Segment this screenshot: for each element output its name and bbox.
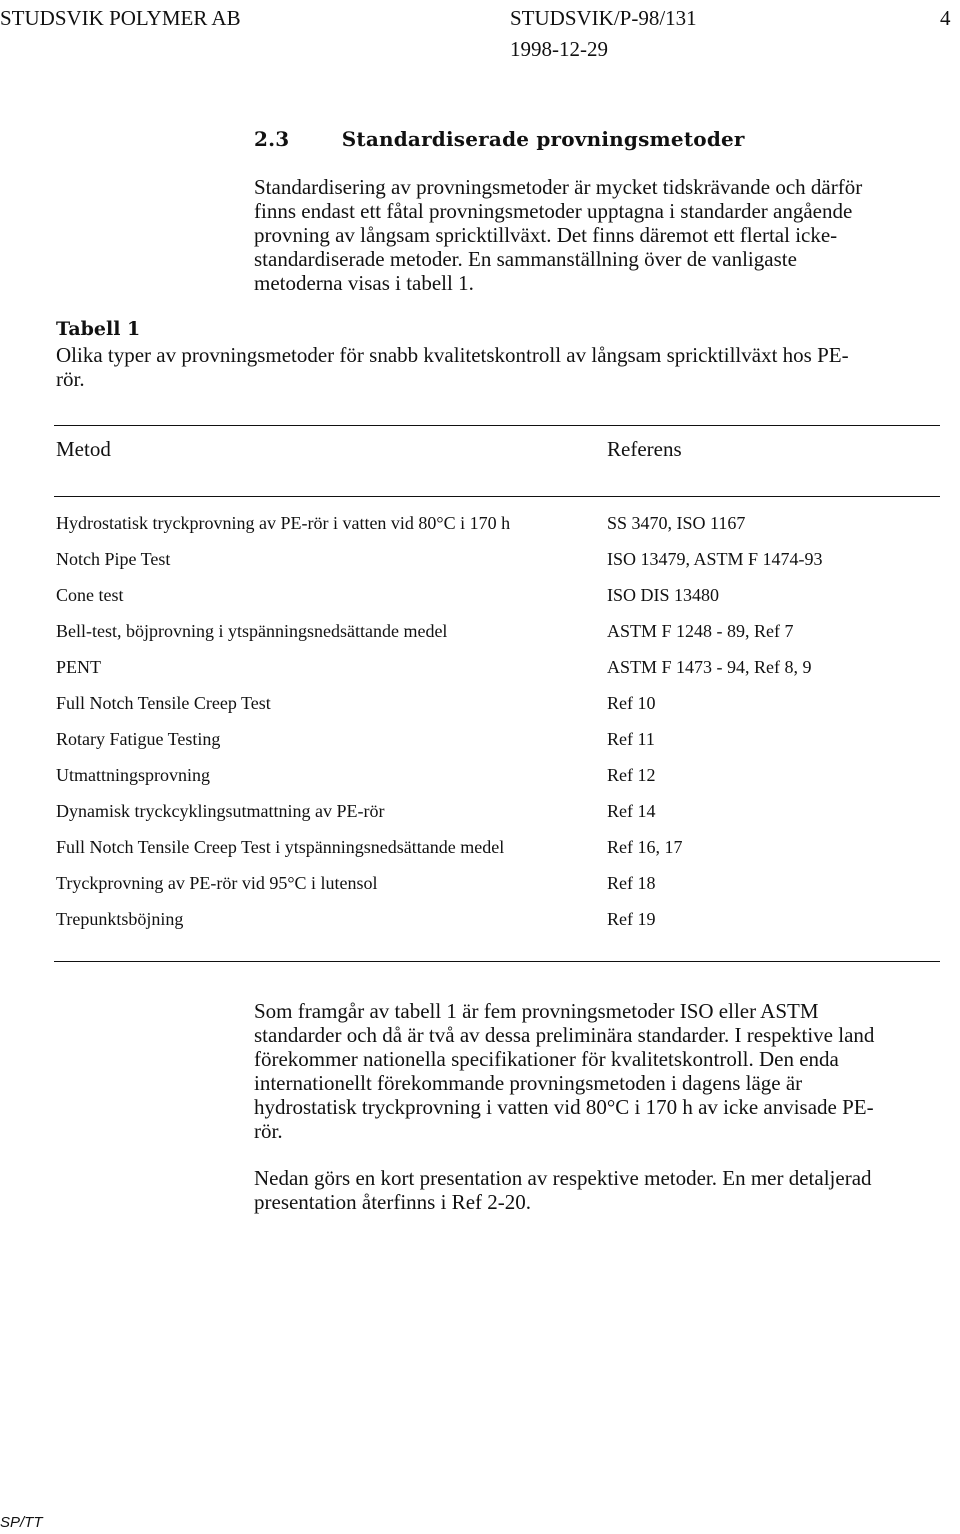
paragraph-line: finns endast ett fåtal provningsmetoder upptagna i standarder angående bbox=[254, 199, 853, 223]
table-row bbox=[0, 585, 960, 609]
table-label: Tabell 1 bbox=[56, 318, 141, 340]
method-cell: Full Notch Tensile Creep Test bbox=[56, 693, 271, 713]
document-id: STUDSVIK/P-98/131 bbox=[510, 6, 697, 30]
paragraph-line: internationellt förekommande provningsmetoden i dagens läge är bbox=[254, 1071, 803, 1095]
company-name: STUDSVIK POLYMER AB bbox=[0, 6, 241, 30]
caption-line: rör. bbox=[56, 367, 85, 391]
caption-line: Olika typer av provningsmetoder för snabb kvalitetskontroll av långsam spricktillväxt hos PE- bbox=[56, 343, 849, 367]
reference-cell: ASTM F 1473 - 94, Ref 8, 9 bbox=[607, 657, 812, 677]
method-cell: Notch Pipe Test bbox=[56, 549, 171, 569]
method-cell: Hydrostatisk tryckprovning av PE-rör i vatten vid 80°C i 170 h bbox=[56, 513, 511, 533]
table-top-rule bbox=[54, 425, 940, 426]
table-header-rule bbox=[54, 496, 940, 497]
paragraph-line: standarder och då är två av dessa preliminära standarder. I respektive land bbox=[254, 1023, 875, 1047]
table-bottom-rule bbox=[54, 961, 940, 962]
paragraph-line: metoderna visas i tabell 1. bbox=[254, 271, 474, 295]
intro-paragraph bbox=[254, 175, 862, 295]
paragraph-line: Standardisering av provningsmetoder är mycket tidskrävande och därför bbox=[254, 175, 863, 199]
table-row bbox=[0, 801, 960, 825]
table-row bbox=[0, 657, 960, 681]
page-number: 4 bbox=[940, 6, 951, 30]
reference-cell: Ref 18 bbox=[607, 873, 656, 893]
section-heading bbox=[254, 127, 745, 151]
table-row bbox=[0, 729, 960, 753]
table-row bbox=[0, 621, 960, 645]
column-header-reference: Referens bbox=[607, 437, 682, 461]
reference-cell: ISO 13479, ASTM F 1474-93 bbox=[607, 549, 823, 569]
reference-cell: ISO DIS 13480 bbox=[607, 585, 720, 605]
reference-cell: SS 3470, ISO 1167 bbox=[607, 513, 746, 533]
reference-cell: Ref 11 bbox=[607, 729, 655, 749]
footer-initials: SP/TT bbox=[0, 1514, 43, 1531]
method-cell: Full Notch Tensile Creep Test i ytspänningsnedsättande medel bbox=[56, 837, 505, 857]
method-cell: Trepunktsböjning bbox=[56, 909, 184, 929]
method-cell: Tryckprovning av PE-rör vid 95°C i lutensol bbox=[56, 873, 378, 893]
overview-paragraph bbox=[254, 1166, 872, 1214]
reference-cell: Ref 14 bbox=[607, 801, 656, 821]
table-row bbox=[0, 549, 960, 573]
method-cell: PENT bbox=[56, 657, 101, 677]
method-cell: Bell-test, böjprovning i ytspänningsnedsättande medel bbox=[56, 621, 448, 641]
table-row bbox=[0, 909, 960, 933]
reference-cell: Ref 12 bbox=[607, 765, 656, 785]
table-row bbox=[0, 873, 960, 897]
method-cell: Utmattningsprovning bbox=[56, 765, 210, 785]
paragraph-line: provning av långsam spricktillväxt. Det finns däremot ett flertal icke- bbox=[254, 223, 838, 247]
paragraph-line: standardiserade metoder. En sammanställning över de vanligaste bbox=[254, 247, 797, 271]
table-row bbox=[0, 837, 960, 861]
table-row bbox=[0, 693, 960, 717]
method-cell: Dynamisk tryckcyklingsutmattning av PE-rör bbox=[56, 801, 385, 821]
column-header-method: Metod bbox=[56, 437, 111, 461]
reference-cell: Ref 10 bbox=[607, 693, 656, 713]
table-row bbox=[0, 513, 960, 537]
paragraph-line: Nedan görs en kort presentation av respektive metoder. En mer detaljerad bbox=[254, 1166, 872, 1190]
reference-cell: ASTM F 1248 - 89, Ref 7 bbox=[607, 621, 794, 641]
table-caption bbox=[56, 343, 849, 391]
section-number: 2.3 bbox=[254, 127, 290, 151]
reference-cell: Ref 16, 17 bbox=[607, 837, 683, 857]
method-cell: Rotary Fatigue Testing bbox=[56, 729, 221, 749]
discussion-paragraph bbox=[254, 999, 874, 1143]
paragraph-line: förekommer nationella specifikationer för kvalitetskontroll. Den enda bbox=[254, 1047, 839, 1071]
table-row bbox=[0, 765, 960, 789]
document-date: 1998-12-29 bbox=[510, 37, 608, 61]
reference-cell: Ref 19 bbox=[607, 909, 656, 929]
paragraph-line: presentation återfinns i Ref 2-20. bbox=[254, 1190, 531, 1214]
method-cell: Cone test bbox=[56, 585, 124, 605]
paragraph-line: rör. bbox=[254, 1119, 283, 1143]
section-title: Standardiserade provningsmetoder bbox=[341, 127, 745, 151]
paragraph-line: hydrostatisk tryckprovning i vatten vid 80°C i 170 h av icke anvisade PE- bbox=[254, 1095, 874, 1119]
paragraph-line: Som framgår av tabell 1 är fem provningsmetoder ISO eller ASTM bbox=[254, 999, 819, 1023]
